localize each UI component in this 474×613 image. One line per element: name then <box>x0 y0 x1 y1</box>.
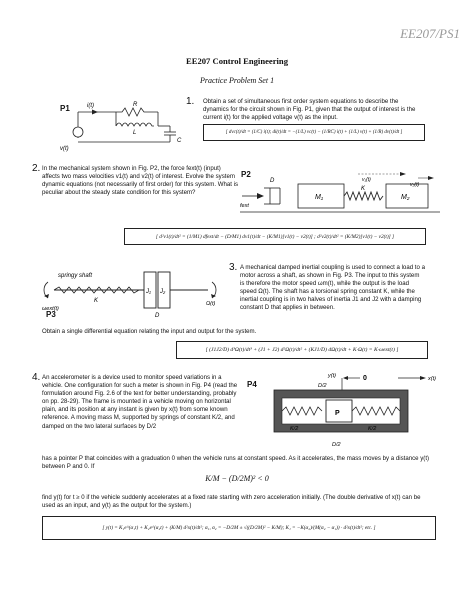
figure-p3-coupling <box>36 260 226 326</box>
problem-4-answer: [ y(t) = K₁e^(α₁t) + K₂e^(α₂t) + (K/M) d²x(t)/dt²; α₁, α₂ = −D/2M ± √((D/2M)² − K/M); K₁ = −K(α₂)/(M(α₂ − α₁)) · d²x(t)/dt²; etc. ] <box>42 516 436 540</box>
label-J2: J₂ <box>160 289 166 295</box>
figure-p2-mechanical <box>240 172 440 218</box>
figure-label-p4: P4 <box>247 380 257 389</box>
figure-p1-circuit <box>60 98 188 154</box>
velocity-arrow-icon <box>400 172 406 176</box>
label-R: R <box>133 102 138 108</box>
problem-3-answer: [ (J1J2/D) d³Ω(t)/dt³ + (J1 + J2) d²Ω(t)/dt² + (KJ1/D) dΩ(t)/dt + K·Ω(t) = K·ωext(t) ] <box>176 341 428 359</box>
figure-label-p2: P2 <box>241 170 251 179</box>
label-D: D <box>155 313 160 319</box>
label-fext: fext <box>240 203 249 209</box>
label-K2-right: K/2 <box>368 426 377 432</box>
label-L: L <box>133 130 137 136</box>
problem-3-text: A mechanical damped inertial coupling is used to connect a load to a motor across a shaft, as shown in Fig. P3. The input to this system is therefore the motor speed ωm(t), while the output is the load speed Ω(t). The shaft has a torsional spring constant K, while the inertial coupling is in two halves of inertia J1 and J2 with a damping constant D that applies in between. <box>240 264 425 312</box>
force-arrow-icon <box>257 193 264 199</box>
spring-icon <box>344 192 383 200</box>
problem-number-1: 1. <box>186 96 195 107</box>
label-v1: v₁(t) <box>362 177 371 183</box>
label-D2-top: D/2 <box>318 383 327 389</box>
label-K: K <box>94 298 99 304</box>
label-K2-left: K/2 <box>290 426 299 432</box>
label-K: K <box>361 186 366 192</box>
label-v2: v₂(t) <box>410 182 420 188</box>
document-code: EE207/PS1 <box>400 26 460 41</box>
page-title: EE207 Control Engineering <box>185 56 289 66</box>
figure-label-p1: P1 <box>60 104 70 113</box>
label-omega-ext: ωext(t) <box>42 306 59 312</box>
problem-4-text-final: find y(t) for t ≥ 0 if the vehicle suddenly accelerates at a fixed rate starting with zero acceleration initially. (The double derivative of x(t) can be used as an input, and y(t) as the output for the system.) <box>42 494 421 510</box>
figure-label-p3: P3 <box>46 310 56 319</box>
label-C: C <box>177 138 182 144</box>
label-x: x(t) <box>428 376 436 382</box>
figure-p4-accelerometer <box>248 370 438 452</box>
label-D: D <box>270 178 275 184</box>
voltage-source-icon <box>73 127 83 137</box>
label-D2-bottom: D/2 <box>332 442 341 448</box>
current-arrow-icon <box>92 110 98 115</box>
problem-3-text-continued: Obtain a single differential equation relating the input and output for the system. <box>42 328 257 335</box>
page-subtitle: Practice Problem Set 1 <box>199 76 275 85</box>
label-zero: 0 <box>363 375 367 382</box>
problem-1-text: Obtain a set of simultaneous first order system equations to describe the dynamics for the circuit shown in Fig. P1, given that the output of interest is the current i(t) for the applied voltage v(t) as the input. <box>203 98 416 122</box>
problem-4-text: An accelerometer is a device used to monitor speed variations in a vehicle. One configuration for such a meter is shown in Fig. P4 (read the formulation around Fig. 2.6 of the text for better understanding, probably on pp. 28-29). The frame is mounted in a vehicle moving on horizontal plain, and its position at any instant is given by x(t) from some known reference. A moving mass M, supported by springs of constant K/2, and damped on the two lateral surfaces by D/2 <box>42 374 238 430</box>
springy-shaft-icon <box>54 287 139 293</box>
label-Omega: Ω(t) <box>206 301 216 307</box>
problem-number-4: 4. <box>32 372 41 383</box>
resistor-icon <box>116 108 158 116</box>
problem-2-text: In the mechanical system shown in Fig. P2, the force fext(t) (input) affects two mass velocities v1(t) and v2(t) of interest. Evolve the system dynamic equations (not necessarily of first order) for this system. What is peculiar about the steady state condition for this system? <box>42 165 239 197</box>
inductor-icon <box>116 123 154 126</box>
position-arrow-icon <box>420 376 426 380</box>
label-current: i(t) <box>87 103 94 109</box>
label-M1: M₁ <box>315 194 324 201</box>
velocity-arrow-icon <box>428 176 434 180</box>
displacement-arrow-icon <box>343 376 348 380</box>
label-voltage: v(t) <box>60 146 69 152</box>
problem-2-answer: [ d²v1(t)/dt² = (1/M1) dfext/dt − (D/M1) dv1(t)/dt − (K/M1)[v1(t) − v2(t)] ; d²v2(t)/dt² = (K/M2)[v1(t) − v2(t)] ] <box>124 228 426 245</box>
problem-4-text-continued: has a pointer P that coincides with a graduation 0 when the vehicle runs at constant speed. As it accelerates, the mass moves by a distance y(t) between P and 0. If <box>42 455 430 471</box>
problem-1-answer: [ dvc(t)/dt = (1/C) i(t); di(t)/dt = −(1/L) vc(t) − (1/RC) i(t) + (1/L) v(t) + (1/R) dv(t)/dt ] <box>203 124 425 141</box>
problem-number-2: 2. <box>32 163 41 174</box>
problem-number-3: 3. <box>229 262 238 273</box>
label-J1: J₁ <box>146 289 151 295</box>
label-y: y(t) <box>328 373 336 379</box>
label-M2: M₂ <box>401 194 410 201</box>
problem-4-condition: K/M − (D/2M)² < 0 <box>205 474 269 483</box>
label-pointer: P <box>335 410 340 417</box>
label-springy-shaft: springy shaft <box>58 273 93 279</box>
